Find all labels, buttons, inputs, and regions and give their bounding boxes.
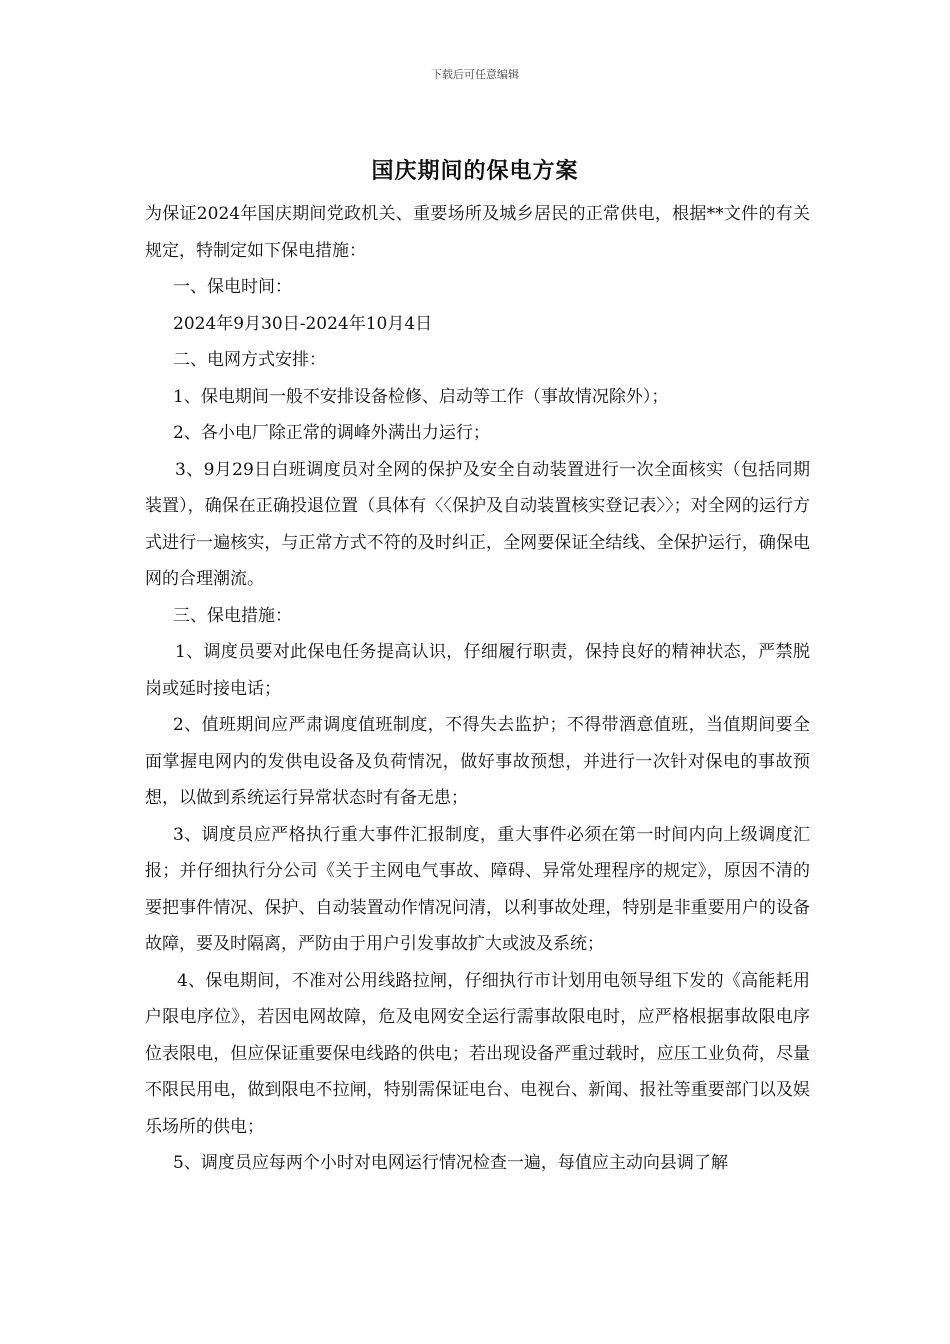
section-heading-measures: 三、保电措施： — [173, 605, 292, 626]
section-heading-time: 一、保电时间： — [173, 277, 292, 297]
measure-item-3: 3、调度员应严格执行重大事件汇报制度，重大事件必须在第一时间内向上级调度汇报；并仔细执行分公司《关于主网电气事故、障碍、异常处理程序的规定》，原因不清的要把事件情况、保护、自动装置动作情况问清，以利事故处理，特别是非重要用户的设备故障，要及时隔离，严防由于用户引发事故扩大或波及系统； — [145, 824, 810, 954]
section-heading-grid: 二、电网方式安排： — [173, 350, 326, 370]
grid-item-3: 3、9月29日白班调度员对全网的保护及安全自动装置进行一次全面核实（包括同期装置），确保在正确投退位置（具体有〈〈保护及自动装置核实登记表〉〉；对全网的运行方式进行一遍核实，与正常方式不符的及时纠正，全网要保证全结线、全保护运行，确保电网的合理潮流。 — [145, 459, 810, 589]
header-note: 下载后可任意编辑 — [431, 68, 519, 81]
document-body — [145, 196, 810, 1182]
intro-paragraph: 为保证2024年国庆期间党政机关、重要场所及城乡居民的正常供电，根据**文件的有关规定，特制定如下保电措施： — [145, 204, 810, 261]
measure-item-1: 1、调度员要对此保电任务提高认识，仔细履行职责，保持良好的精神状态，严禁脱岗或延时接电话； — [145, 642, 810, 699]
grid-item-1: 1、保电期间一般不安排设备检修、启动等工作（事故情况除外）； — [173, 386, 669, 407]
grid-item-2: 2、各小电厂除正常的调峰外满出力运行； — [173, 423, 490, 443]
measure-item-5: 5、调度员应每两个小时对电网运行情况检查一遍，每值应主动向县调了解 — [173, 1153, 728, 1173]
measure-item-2: 2、值班期间应严肃调度值班制度，不得失去监护；不得带酒意值班，当值期间要全面掌握电网内的发供电设备及负荷情况，做好事故预想，并进行一次针对保电的事故预想，以做到系统运行异常状态时有备无患； — [145, 715, 810, 808]
measure-item-4: 4、保电期间，不准对公用线路拉闸，仔细执行市计划用电领导组下发的《高能耗用户限电序位》，若因电网故障，危及电网安全运行需事故限电时，应严格根据事故限电序位表限电，但应保证重要保电线路的供电；若出现设备严重过载时，应压工业负荷，尽量不限民用电，做到限电不拉闸，特别需保证电台、电视台、新闻、报社等重要部门以及娱乐场所的供电； — [145, 970, 810, 1137]
paragraph-date-range: 2024年9月30日-2024年10月4日 — [173, 313, 433, 334]
document-title: 国庆期间的保电方案 — [371, 158, 579, 184]
